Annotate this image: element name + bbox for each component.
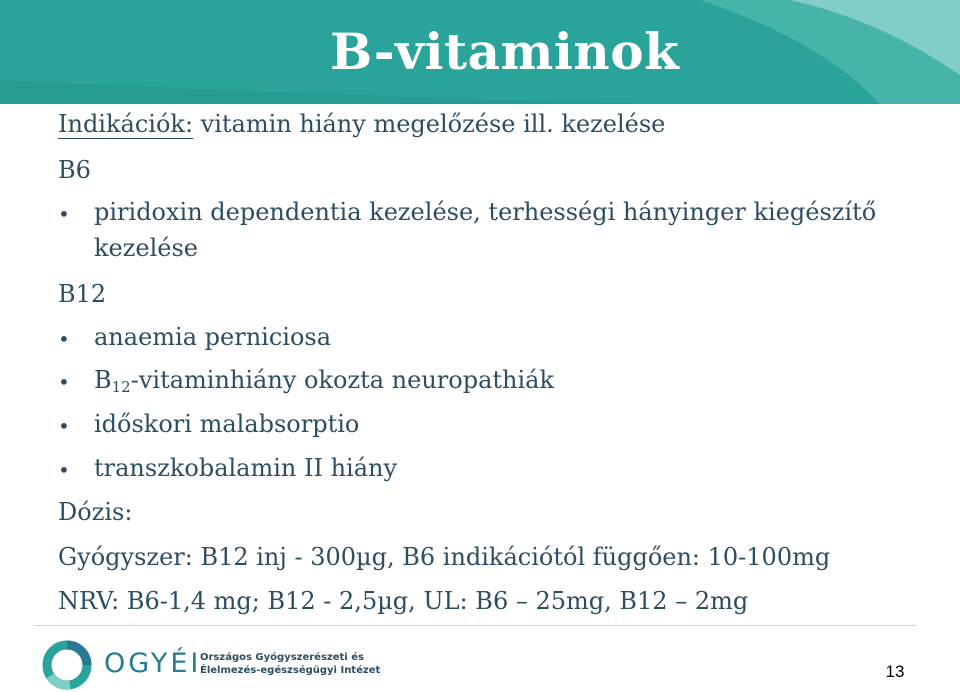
bullet-icon: • [58, 370, 70, 394]
bullet-icon: • [58, 202, 70, 226]
institute-line2: Élelmezés-egészségügyi Intézet [200, 665, 381, 676]
ogyei-logo-text: OGYÉI [104, 648, 202, 679]
b12-item-malabsorptio: időskori malabsorptio [94, 410, 360, 438]
ogyei-logo-icon [40, 638, 94, 692]
b6-heading: B6 [58, 156, 91, 184]
b12-heading: B12 [58, 280, 107, 308]
bullet-icon: • [58, 414, 70, 438]
b12-item2-subscript: 12 [111, 378, 131, 396]
slide-title: B-vitaminok [330, 22, 680, 81]
b6-item-line2: kezelése [94, 234, 198, 262]
dose-nrv-line: NRV: B6-1,4 mg; B12 - 2,5µg, UL: B6 – 25mg, B12 – 2mg [58, 587, 749, 615]
footer-divider [34, 625, 916, 626]
bullet-icon: • [58, 458, 70, 482]
b12-item2-rest: -vitaminhiány okozta neuropathiák [130, 366, 555, 394]
dose-drug-line: Gyógyszer: B12 inj - 300µg, B6 indikációtól függően: 10-100mg [58, 543, 831, 571]
b12-item-transzkobalamin: transzkobalamin II hiány [94, 454, 398, 482]
b12-item2-prefix: B [94, 366, 112, 394]
bullet-icon: • [58, 327, 70, 351]
indication-line [58, 110, 665, 138]
institute-name [200, 651, 380, 677]
institute-line1: Országos Gyógyszerészeti és [200, 652, 364, 663]
b6-item-line1: piridoxin dependentia kezelése, terhességi hányinger kiegészítő [94, 198, 877, 226]
page-number: 13 [885, 662, 905, 681]
b12-item-neuropathia [94, 366, 554, 396]
dose-label: Dózis: [58, 498, 133, 526]
indication-text: vitamin hiány megelőzése ill. kezelése [193, 110, 666, 138]
title-band [0, 0, 960, 104]
b12-item-anaemia: anaemia perniciosa [94, 323, 332, 351]
indication-label: Indikációk: [58, 110, 194, 138]
